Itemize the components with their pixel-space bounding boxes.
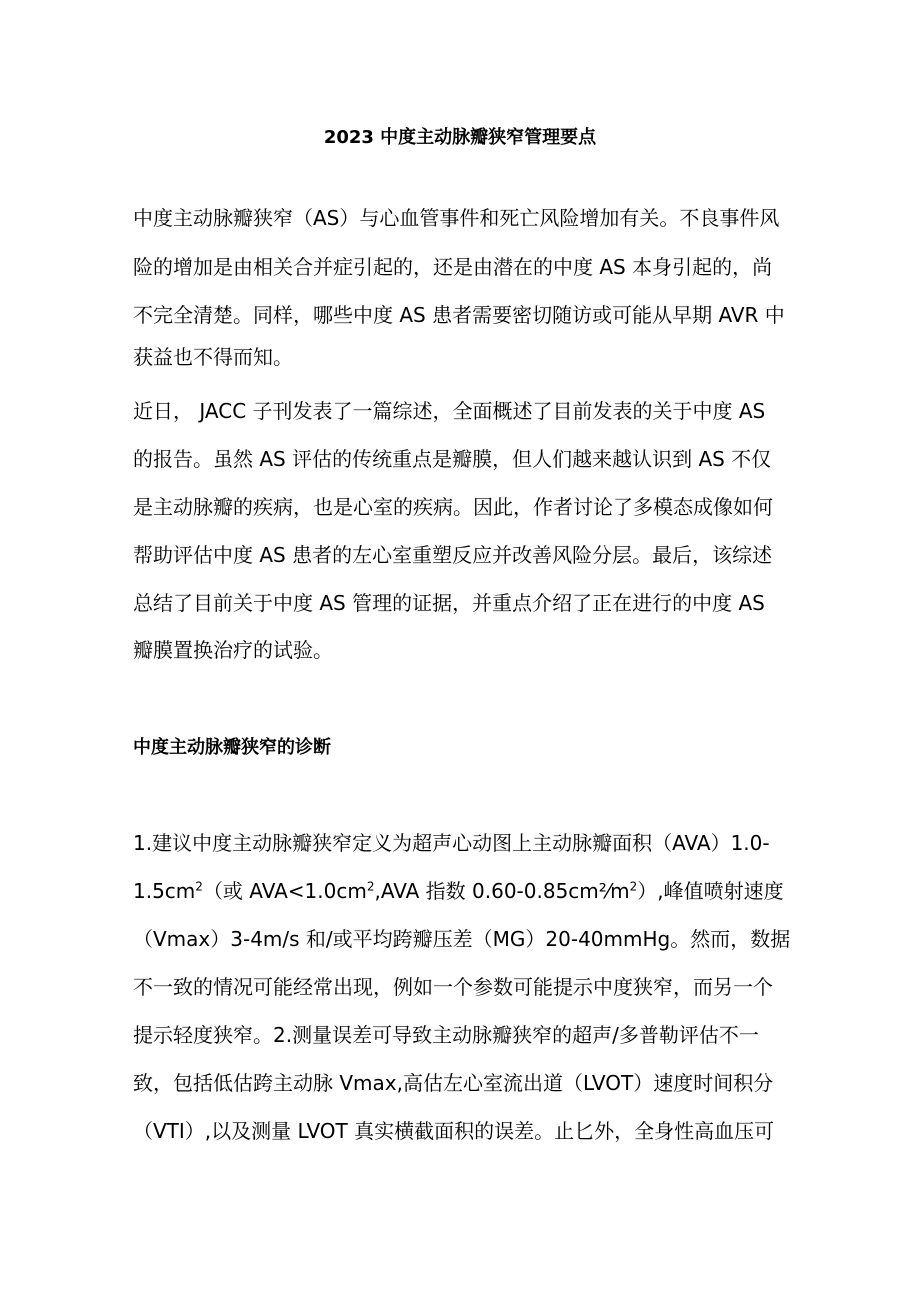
superscript: 2 bbox=[629, 879, 638, 894]
paragraph-line: 的报告。虽然 AS 评估的传统重点是瓣膜，但人们越来越认识到 AS 不仅 bbox=[133, 447, 772, 471]
paragraph-line: （Vmax）3-4m/s 和/或平均跨瓣压差（MG）20-40mmHg。然而，数据 bbox=[133, 927, 791, 951]
paragraph-line: （VTI）,以及测量 LVOT 真实横截面积的误差。止匕外，全身性高血压可 bbox=[133, 1119, 775, 1143]
paragraph-line bbox=[133, 876, 784, 906]
paragraph-line: 险的增加是由相关合并症引起的，还是由潜在的中度 AS 本身引起的，尚 bbox=[133, 255, 773, 279]
superscript: 2 bbox=[195, 879, 203, 894]
text-run: 1.5cm bbox=[133, 879, 196, 903]
paragraph-line: 中度主动脉瓣狭窄（AS）与心血管事件和死亡风险增加有关。不良事件风 bbox=[133, 206, 780, 230]
document-title: 2023 中度主动脉瓣狭窄管理要点 bbox=[323, 127, 597, 148]
paragraph-line: 瓣膜置换治疗的试验。 bbox=[133, 638, 333, 662]
paragraph-line: 是主动脉瓣的疾病，也是心室的疾病。因此，作者讨论了多模态成像如何 bbox=[133, 495, 773, 519]
paragraph-line: 1.建议中度主动脉瓣狭窄定义为超声心动图上主动脉瓣面积（AVA）1.0- bbox=[133, 831, 770, 855]
paragraph-line: 总结了目前关于中度 AS 管理的证据，并重点介绍了正在进行的中度 AS bbox=[133, 591, 765, 615]
paragraph-line: 提示轻度狭窄。2.测量误差可导致主动脉瓣狭窄的超声/多普勒评估不一 bbox=[133, 1023, 759, 1047]
paragraph-line: 不完全清楚。同样，哪些中度 AS 患者需要密切随访或可能从早期 AVR 中 bbox=[133, 303, 785, 327]
paragraph-line: 近日， JACC 子刊发表了一篇综述，全面概述了目前发表的关于中度 AS bbox=[133, 399, 766, 423]
superscript: 2 bbox=[366, 879, 375, 894]
paragraph-line: 帮助评估中度 AS 患者的左心室重塑反应并改善风险分层。最后，该综述 bbox=[133, 543, 773, 567]
paragraph-line: 致，包括低估跨主动脉 Vmax,高估左心室流出道（LVOT）速度时间积分 bbox=[133, 1071, 774, 1095]
text-run: ,AVA 指数 0.60-0.85cm²⁄m bbox=[374, 879, 630, 903]
paragraph-line: 获益也不得而知。 bbox=[133, 345, 293, 369]
section-heading: 中度主动脉瓣狭窄的诊断 bbox=[133, 737, 331, 758]
text-run: （或 AVA<1.0cm bbox=[202, 879, 367, 903]
paragraph-line: 不一致的情况可能经常出现，例如一个参数可能提示中度狭窄，而另一个 bbox=[133, 975, 773, 999]
text-run: ）,峰值喷射速度 bbox=[637, 879, 784, 903]
